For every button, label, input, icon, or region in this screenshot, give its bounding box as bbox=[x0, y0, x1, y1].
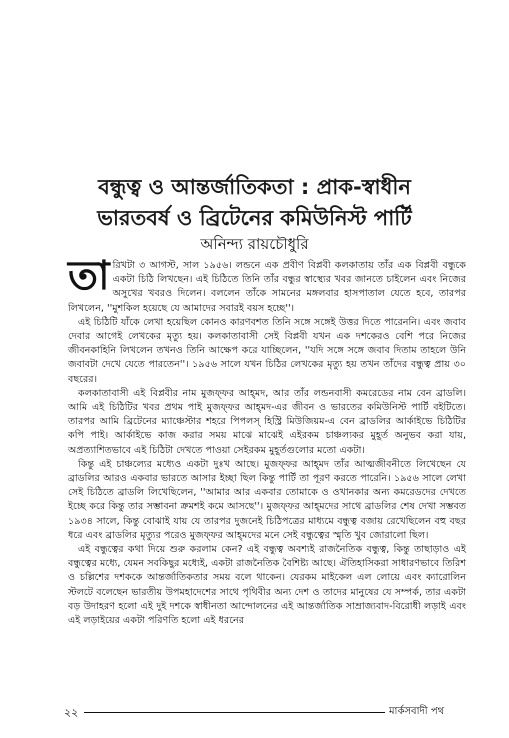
article-title bbox=[20, 172, 489, 234]
paragraph: কিন্তু এই চাঞ্চল্যের মধ্যেও একটা দুঃখ আছে। মুজফ্ফর আহ্‌মদ তাঁর আত্মজীবনীতে লিখেছেন যে ব্রাডলির আরও একবার ভারতে আসার ইচ্ছা ছিল কিন্তু পার্টি তা পূরণ করতে পারেনি। ১৯৫৬ সালে লেখা সেই চিঠিতে ব্রাডলি লিখেছিলেন, ''আমার আর একবার তোমাকে ও ওখানকার অন্য কমরেডদের দেখতে ইচ্ছে করে কিন্তু তার সম্ভাবনা ক্রমশই কমে আসছে''। মুজফ্ফর আহ্‌মদের সাথে ব্রাডলির শেষ দেখা সম্ভবত ১৯৩৪ সালে, কিন্তু বোঝাই যায় যে তারপর দুজনেই চিঠিপত্রের মাধ্যমে বন্ধুত্ব বজায় রেখেছিলেন বহু বছর ধরে এবং ব্রাডলির মৃত্যুর পরেও মুজফ্ফর আহ্‌মদের মনে সেই বন্ধুত্বের স্মৃতি খুব জোরালো ছিল। bbox=[68, 458, 466, 541]
page-number: ২২ bbox=[64, 704, 82, 723]
footer-rule bbox=[84, 712, 424, 713]
author-name: অনিন্দ্য রায়চৌধুরি bbox=[200, 235, 309, 253]
paragraph: তারিখটা ৩ আগস্ট, সাল ১৯৫৬। লন্ডনে এক প্রবীণ বিপ্লবী কলকাতায় তাঁর এক বিপ্লবী বন্ধুকে একটা চিঠি লিখছেন। এই চিঠিতে তিনি তাঁর বন্ধুর স্বাস্থ্যের খবর জানতে চাইলেন এবং নিজের অসুখের খবরও দিলেন। বললেন তাঁকে সামনের মঙ্গলবার হাসপাতাল যেতে হবে, তারপর লিখলেন, ''মুশকিল হয়েছে যে আমাদের সবারই বয়স হচ্ছে''। bbox=[68, 252, 466, 314]
paragraph: কলকাতাবাসী এই বিপ্লবীর নাম মুজফ্ফর আহ্‌মদ, আর তাঁর লন্ডনবাসী কমরেডের নাম বেন ব্রাডলি। আমি এই চিঠিটির খবর প্রথম পাই মুজফ্ফর আহ্‌মদ-এর জীবন ও ভারতের কমিউনিস্ট পার্টি বইটিতে। তারপর আমি ব্রিটেনের ম্যাঞ্চেস্টার শহরে পিপলস্ হিস্ট্রি মিউজিয়ম-এ বেন ব্রাডলির আর্কাইভে চিঠিটির কপি পাই। আর্কাইভে কাজ করার সময় মাঝে মাঝেই এইরকম চাঞ্চল্যকর মুহূর্ত অনুভব করা যায়, অপ্রত্যাশিতভাবে এই চিঠিটা দেখতে পাওয়া সেইরকম মুহূর্তগুলোর মতো একটা। bbox=[68, 387, 466, 456]
paragraph: এই চিঠিটি যাঁকে লেখা হয়েছিল কোনও কারণবশত তিনি সঙ্গে সঙ্গেই উত্তর দিতে পারেননি। এবং জবাব দেবার আগেই লেখকের মৃত্যু হয়। কলকাতাবাসী সেই বিপ্লবী যখন এক দশকেরও বেশি পরে নিজের জীবনকাহিনি লিখলেন তখনও তিনি আক্ষেপ করে যাচ্ছিলেন, ''যদি সঙ্গে সঙ্গে জবাব দিতাম তাহলে উনি জবাবটা দেখে যেতে পারতেন''। ১৯৫৬ সালে যখন চিঠির লেখকের মৃত্যু হয় তখন তাঁদের বন্ধুত্ব প্রায় ৩০ বছরের। bbox=[68, 316, 466, 385]
paragraph: এই বন্ধুত্বের কথা দিয়ে শুরু করলাম কেন? এই বন্ধুত্ব অবশ্যই রাজনৈতিক বন্ধুত্ব, কিন্তু তাছাড়াও এই বন্ধুত্বের মধ্যে, যেমন সবকিছুর মধ্যেই, একটা রাজনৈতিক বৈশিষ্ট্য আছে। ঐতিহাসিকরা সাধারণভাবে তিরিশ ও চল্লিশের দশককে আন্তর্জাতিকতার সময় বলে থাকেন। যেরকম মাইকেল এল লোয়ে এবং ক্যারোলিন স্টলটে বলেছেন ভারতীয় উপমহাদেশের সাথে পৃথিবীর অন্য দেশ ও তাদের মানুষের যে সম্পর্ক, তার একটা বড় উদাহরণ হলো এই দুই দশকে স্বাধীনতা আন্দোলনের এই আন্তর্জাতিক সাম্রাজ্যবাদ-বিরোধী লড়াই এবং এই লড়াইয়ের একটা পরিণতি হলো এই ধরনের bbox=[68, 544, 466, 627]
title-line-1: বন্ধুত্ব ও আন্তর্জাতিকতা : প্রাক-স্বাধীন bbox=[98, 175, 411, 199]
title-line-2: ভারতবর্ষ ও ব্রিটেনের কমিউনিস্ট পার্টি bbox=[97, 206, 412, 230]
journal-name: মার্কসবাদী পথ bbox=[385, 704, 444, 721]
article-body bbox=[68, 252, 466, 628]
drop-cap: তা bbox=[68, 252, 110, 299]
